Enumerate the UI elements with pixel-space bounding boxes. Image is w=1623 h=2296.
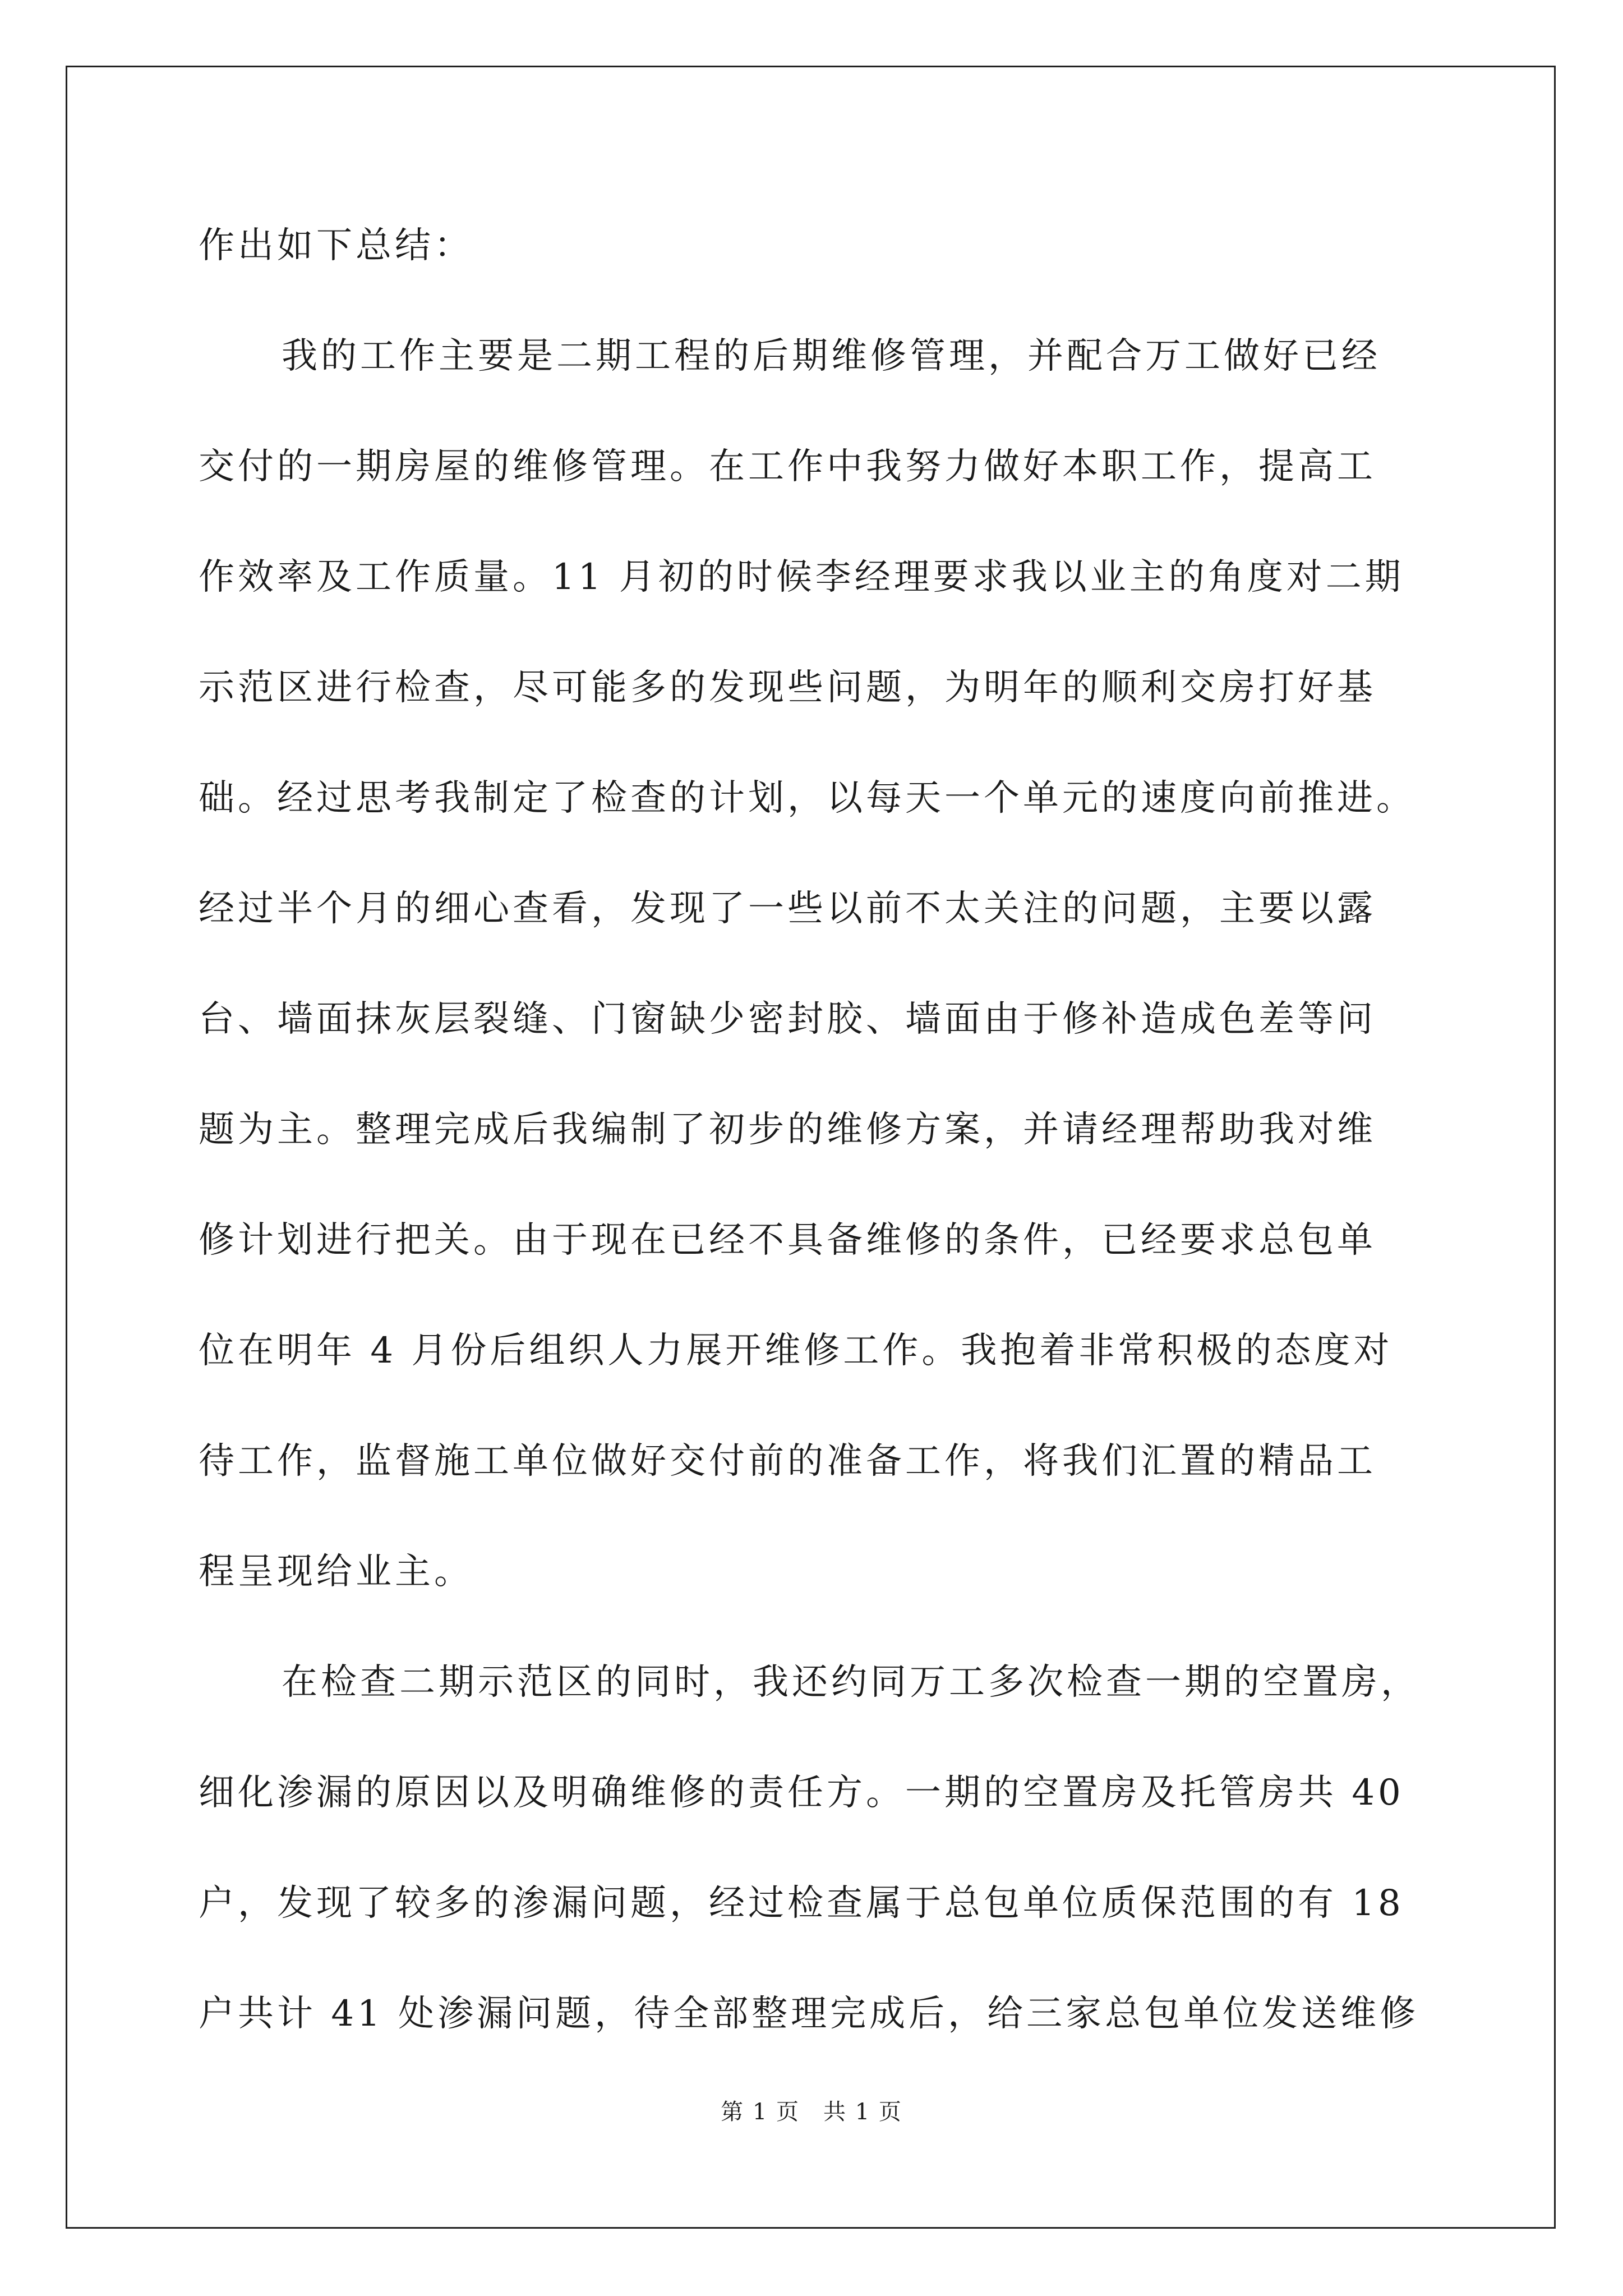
text-line: 位在明年 4 月份后组织人力展开维修工作。我抱着非常积极的态度对	[199, 1330, 1393, 1372]
page-footer: 第 1 页 共 1 页	[721, 2099, 902, 2125]
text-line: 交付的一期房屋的维修管理。在工作中我努力做好本职工作，提高工	[199, 446, 1376, 487]
text-line: 修计划进行把关。由于现在已经不具备维修的条件，已经要求总包单	[199, 1220, 1376, 1261]
text-line: 经过半个月的细心查看，发现了一些以前不太关注的问题，主要以露	[199, 888, 1376, 930]
text-line: 作出如下总结：	[199, 225, 473, 266]
text-line: 待工作，监督施工单位做好交付前的准备工作，将我们汇置的精品工	[199, 1441, 1376, 1482]
text-line: 我的工作主要是二期工程的后期维修管理，并配合万工做好已经	[282, 335, 1381, 377]
text-line: 题为主。整理完成后我编制了初步的维修方案，并请经理帮助我对维	[199, 1109, 1376, 1151]
text-line: 程呈现给业主。	[199, 1551, 473, 1593]
text-line: 细化渗漏的原因以及明确维修的责任方。一期的空置房及托管房共 40	[199, 1772, 1404, 1814]
text-line: 台、墙面抹灰层裂缝、门窗缺少密封胶、墙面由于修补造成色差等问	[199, 999, 1376, 1040]
text-line: 户共计 41 处渗漏问题，待全部整理完成后，给三家总包单位发送维修	[199, 1993, 1419, 2035]
text-line: 户，发现了较多的渗漏问题，经过检查属于总包单位质保范围的有 18	[199, 1883, 1404, 1924]
text-line: 在检查二期示范区的同时，我还约同万工多次检查一期的空置房，	[282, 1662, 1420, 1703]
text-line: 础。经过思考我制定了检查的计划，以每天一个单元的速度向前推进。	[199, 777, 1415, 819]
text-line: 示范区进行检查，尽可能多的发现些问题，为明年的顺利交房打好基	[199, 667, 1376, 708]
text-line: 作效率及工作质量。11 月初的时候李经理要求我以业主的角度对二期	[199, 556, 1404, 598]
